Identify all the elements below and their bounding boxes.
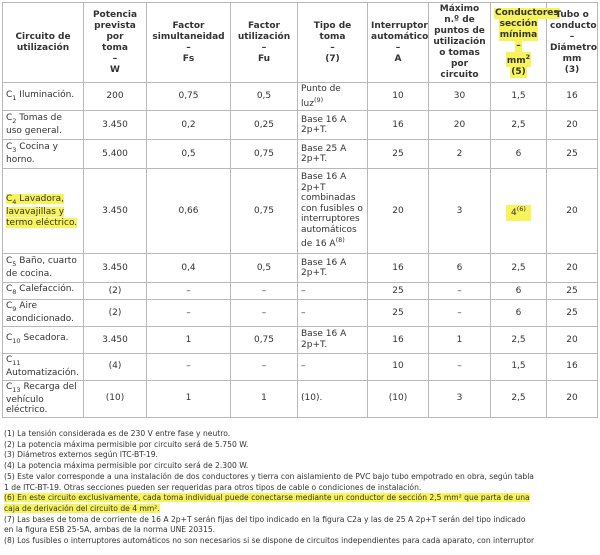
header-line: – [112, 53, 118, 64]
footnote-line: (3) Diámetros externos según ITC-BT-19. [4, 450, 158, 460]
breaker-cell: 25 [368, 283, 429, 300]
header-line [494, 67, 543, 78]
max-points-cell: 3 [429, 380, 491, 417]
footnote-line: (5) Este valor corresponde a una instalación de dos conductores y tierra con aislamiento de PVC bajo tubo empotrado en obra, según tabla [4, 471, 534, 481]
circuit-name: $C_2$ Tomas de uso general. [3, 111, 84, 140]
table-row [3, 380, 598, 417]
toma-cell: Base 16 A 2p+T. [298, 326, 368, 353]
section-cell: 2,5 [491, 254, 547, 283]
fs-cell: – [147, 283, 231, 300]
table-row [3, 169, 598, 254]
max-points-cell: 3 [429, 169, 491, 254]
section-cell: 4$^{(6)}$ [491, 169, 547, 254]
footnote-line: (6) En este circuito exclusivamente, cada toma individual puede conectarse mediante un conductor de sección 2,5 mm² que parta de una [4, 493, 530, 503]
header-line: (7) [325, 53, 340, 64]
footnotes [4, 429, 596, 547]
header-c4 [231, 3, 298, 83]
toma-cell: Base 16 A 2p+T combinadas con fusibles o interruptores automáticos de 16 $A^{(8)}$ [298, 169, 368, 254]
footnote-line: (2) La potencia máxima permisible por circuito será de 5.750 W. [4, 439, 249, 449]
header-line: simultaneidad [152, 31, 225, 42]
section-cell: 6 [491, 140, 547, 169]
header-line: Diámetro [550, 42, 598, 53]
circuit-name: $C_9$ Aire acondicionado. [3, 300, 84, 327]
power-cell: 5.400 [84, 140, 147, 169]
max-points-cell: – [429, 353, 491, 380]
header-line: o tomas [439, 48, 480, 58]
tube-cell: 20 [547, 326, 598, 353]
fs-cell: – [147, 300, 231, 327]
toma-cell: – [298, 300, 368, 327]
power-cell: 3.450 [84, 169, 147, 254]
footnote-line: (7) Las bases de toma de corriente de 16 A 2p+T serán fijas del tipo indicado en la figura C2a y las de 25 A 2p+T serán del tipo indicado [4, 514, 526, 524]
fu-cell: 0,5 [231, 83, 298, 111]
header-c6 [368, 3, 429, 83]
circuit-name: $C_4$ Lavadora, lavavajillas y termo eléctrico. [3, 169, 84, 254]
header-line: – [261, 42, 267, 53]
header-line: (3) [564, 64, 580, 75]
fs-cell: 0,66 [147, 169, 231, 254]
header-line: conducto [550, 20, 597, 31]
max-points-cell: 6 [429, 254, 491, 283]
header-line: – [186, 42, 191, 53]
max-points-cell: – [429, 300, 491, 327]
fs-cell: 1 [147, 380, 231, 417]
circuit-name: $C_3$ Cocina y horno. [3, 140, 84, 169]
header-line [494, 41, 543, 52]
max-points-cell: – [429, 283, 491, 300]
tube-cell: 16 [547, 83, 598, 111]
header-text: – [516, 40, 521, 51]
tube-cell: 20 [547, 111, 598, 140]
footnote-line: (4) La potencia máxima permisible por circuito será de 2.300 W. [4, 461, 249, 471]
max-points-cell: 20 [429, 111, 491, 140]
header-c1: Circuito de utilización [3, 3, 84, 83]
tube-cell: 16 [547, 353, 598, 380]
fs-cell: – [147, 353, 231, 380]
header-line [494, 19, 543, 30]
tube-cell: 20 [547, 380, 598, 417]
breaker-cell: 25 [368, 300, 429, 327]
toma-cell: Punto de luz$^{(9)}$ [298, 83, 368, 111]
max-points-cell: 1 [429, 326, 491, 353]
table-row [3, 300, 598, 327]
header-unit: $mm^2$ [506, 52, 531, 66]
table-row [3, 140, 598, 169]
fs-cell: 1 [147, 326, 231, 353]
table-row [3, 326, 598, 353]
fu-cell: – [231, 353, 298, 380]
tube-cell: 20 [547, 169, 598, 254]
max-points-cell: 2 [429, 140, 491, 169]
header-line: por [106, 31, 124, 42]
header-line [494, 52, 543, 67]
fu-cell: – [231, 283, 298, 300]
header-line: A [394, 53, 402, 64]
tube-cell: 20 [547, 254, 598, 283]
header-c8 [491, 3, 559, 83]
table-row [3, 353, 598, 380]
header-line: W [110, 64, 120, 75]
circuits-table [2, 2, 598, 418]
header-line: Máximo [439, 4, 480, 14]
section-cell: 1,5 [491, 83, 547, 111]
toma-cell: Base 25 A 2p+T. [298, 140, 368, 169]
breaker-cell: 16 [368, 254, 429, 283]
header-c2 [84, 3, 147, 83]
header-line [494, 30, 543, 41]
footnote-line: (1) La tensión considerada es de 230 V entre fase y neutro. [4, 429, 231, 438]
table-row [3, 254, 598, 283]
breaker-cell: 20 [368, 169, 429, 254]
table-header [3, 3, 598, 83]
toma-cell: – [298, 353, 368, 380]
header-line: – [330, 42, 335, 53]
header-line: utilización [433, 37, 486, 47]
header-line: toma [102, 42, 128, 53]
header-line: – [395, 42, 401, 53]
header-text: sección [499, 18, 538, 29]
section-cell: 2,5 [491, 380, 547, 417]
header-c7 [429, 3, 491, 83]
breaker-cell: 16 [368, 111, 429, 140]
breaker-cell: 25 [368, 140, 429, 169]
fu-cell: 0,25 [231, 111, 298, 140]
fu-cell: 1 [231, 380, 298, 417]
header-text: Conductores [495, 7, 559, 18]
header-line: automático [371, 31, 429, 42]
footnote-line: caja de derivación del circuito de 4 mm². [4, 503, 160, 513]
tube-cell: 25 [547, 300, 598, 327]
header-line: toma [319, 31, 346, 42]
header-line: – [569, 31, 575, 42]
header-line: mm [562, 53, 582, 64]
fu-cell: 0,75 [231, 140, 298, 169]
fs-cell: 0,2 [147, 111, 231, 140]
header-line: prevista [94, 20, 136, 31]
header-line: circuito [440, 70, 479, 80]
header-line: Potencia [92, 9, 138, 20]
circuit-name: $C_{10}$ Secadora. [3, 326, 84, 353]
header-line: por [450, 59, 469, 69]
header-line: Tubo o [555, 9, 589, 20]
section-cell: 6 [491, 300, 547, 327]
header-c3 [147, 3, 231, 83]
header-line: Factor [248, 20, 280, 31]
table-row [3, 83, 598, 111]
fu-cell: 0,75 [231, 169, 298, 254]
fs-cell: 0,75 [147, 83, 231, 111]
fu-cell: – [231, 300, 298, 327]
header-line: Interruptor [371, 20, 428, 31]
circuit-name: $C_{11}$ Automatización. [3, 353, 84, 380]
table-row [3, 283, 598, 300]
circuit-name: $C_{13}$ Recarga del vehículo eléctrico. [3, 380, 84, 417]
circuit-name: $C_8$ Calefacción. [3, 283, 84, 300]
circuit-name: $C_5$ Baño, cuarto de cocina. [3, 254, 84, 283]
breaker-cell: 10 [368, 353, 429, 380]
tube-cell: 25 [547, 283, 598, 300]
header-line: Tipo de [313, 20, 352, 31]
header-line: Fs [182, 53, 195, 64]
breaker-cell: 10 [368, 83, 429, 111]
header-text: mínima [499, 29, 538, 40]
toma-cell: (10). [298, 380, 368, 417]
circuit-name: $C_1$ Iluminación. [3, 83, 84, 111]
table-row [3, 111, 598, 140]
toma-cell: Base 16 A 2p+T. [298, 254, 368, 283]
section-cell: 2,5 [491, 111, 547, 140]
header-line [494, 7, 559, 19]
toma-cell: Base 16 A 2p+T. [298, 111, 368, 140]
header-line: utilización [237, 31, 291, 42]
header-text: (5) [511, 66, 526, 77]
power-cell: 3.450 [84, 111, 147, 140]
footnote-line: en la figura ESB 25-5A, ambas de la norma UNE 20315. [4, 525, 216, 535]
header-line: Factor [172, 20, 205, 31]
power-cell: 3.450 [84, 326, 147, 353]
table-body [3, 83, 598, 418]
toma-cell: – [298, 283, 368, 300]
section-cell: 6 [491, 283, 547, 300]
footnote-line: 1 de ITC-BT-19. Otras secciones pueden ser requeridas para otros tipos de cable o condiciones de instalación. [4, 482, 422, 492]
header-line: Fu [257, 53, 271, 64]
section-cell: 2,5 [491, 326, 547, 353]
power-cell: 200 [84, 83, 147, 111]
breaker-cell: (10) [368, 380, 429, 417]
breaker-cell: 16 [368, 326, 429, 353]
power-cell: (10) [84, 380, 147, 417]
header-c5 [298, 3, 368, 83]
fs-cell: 0,4 [147, 254, 231, 283]
tube-cell: 25 [547, 140, 598, 169]
power-cell: (2) [84, 300, 147, 327]
section-cell: 1,5 [491, 353, 547, 380]
footnote-line: (8) Los fusibles o interruptores automáticos no son necesarios si se dispone de circuitos independientes para cada aparato, con interruptor [4, 536, 535, 546]
header-line: n.º de [444, 15, 475, 25]
fs-cell: 0,5 [147, 140, 231, 169]
power-cell: 3.450 [84, 254, 147, 283]
fu-cell: 0,5 [231, 254, 298, 283]
power-cell: (4) [84, 353, 147, 380]
header-line: puntos de [434, 26, 485, 36]
max-points-cell: 30 [429, 83, 491, 111]
power-cell: (2) [84, 283, 147, 300]
fu-cell: 0,75 [231, 326, 298, 353]
